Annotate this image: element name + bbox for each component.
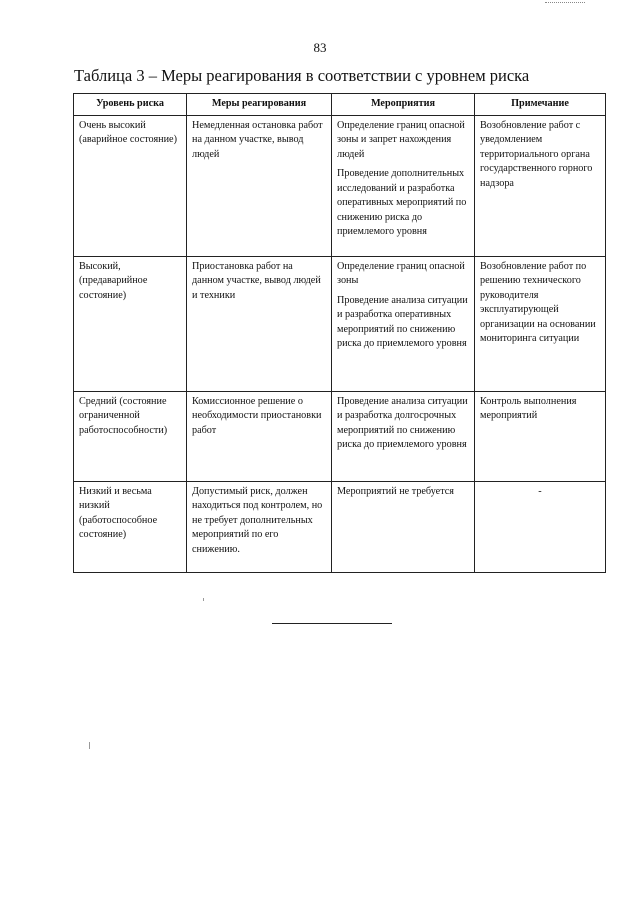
table-row-low: [74, 481, 606, 572]
risk-level-cell: Высокий, (предаварийное состояние): [74, 256, 187, 391]
note-cell: Контроль выполнения мероприятий: [475, 391, 606, 481]
scan-artifact-top: [545, 2, 585, 6]
closing-rule-line: [272, 623, 392, 624]
table-row-very-high: [74, 115, 606, 256]
activities-cell: [332, 481, 475, 572]
header-note: Примечание: [475, 94, 606, 116]
activity-item: Определение границ опасной зоны и запрет нахождения людей: [337, 119, 465, 160]
activity-item: Определение границ опасной зоны: [337, 260, 465, 286]
note-cell: Возобновление работ по решению технического руководителя эксплуатирующей организации на основании мониторинга ситуации: [475, 256, 606, 391]
header-response-measures: Меры реагирования: [187, 94, 332, 116]
page-number: 83: [313, 40, 327, 55]
note-cell: [475, 481, 606, 572]
activities-cell: [332, 256, 475, 391]
header-risk-level: Уровень риска: [74, 94, 187, 116]
risk-level-cell: Низкий и весьма низкий (работоспособное состояние): [74, 481, 187, 572]
activity-item: Мероприятий не требуется: [337, 485, 454, 497]
table-row-high: [74, 256, 606, 391]
activity-item: Проведение дополнительных исследований и разработка оперативных мероприятий по снижению риска до приемлемого уровня: [337, 168, 467, 237]
table-title: Таблица 3 – Меры реагирования в соответствии с уровнем риска: [74, 66, 530, 85]
header-activities: Мероприятия: [332, 94, 475, 116]
scan-speck: [89, 742, 90, 749]
scan-speck: [203, 598, 204, 601]
measures-cell: Приостановка работ на данном участке, вывод людей и техники: [187, 256, 332, 391]
table-header-row: [74, 94, 606, 116]
note-dash: -: [538, 485, 542, 497]
measures-cell: Допустимый риск, должен находиться под контролем, но не требует дополнительных мероприятий по его снижению.: [187, 481, 332, 572]
activity-item: Проведение анализа ситуации и разработка оперативных мероприятий по снижению риска до приемлемого уровня: [337, 294, 468, 349]
table-row-medium: [74, 391, 606, 481]
risk-level-cell: Средний (состояние ограниченной работоспособности): [74, 391, 187, 481]
risk-response-table: [73, 93, 606, 573]
activity-item: Проведение анализа ситуации и разработка долгосрочных мероприятий по снижению риска до приемлемого уровня: [337, 395, 468, 450]
activities-cell: [332, 391, 475, 481]
measures-cell: Комиссионное решение о необходимости приостановки работ: [187, 391, 332, 481]
activities-cell: [332, 115, 475, 256]
measures-cell: Немедленная остановка работ на данном участке, вывод людей: [187, 115, 332, 256]
risk-level-cell: Очень высокий (аварийное состояние): [74, 115, 187, 256]
note-cell: Возобновление работ с уведомлением территориального органа государственного горного надзора: [475, 115, 606, 256]
